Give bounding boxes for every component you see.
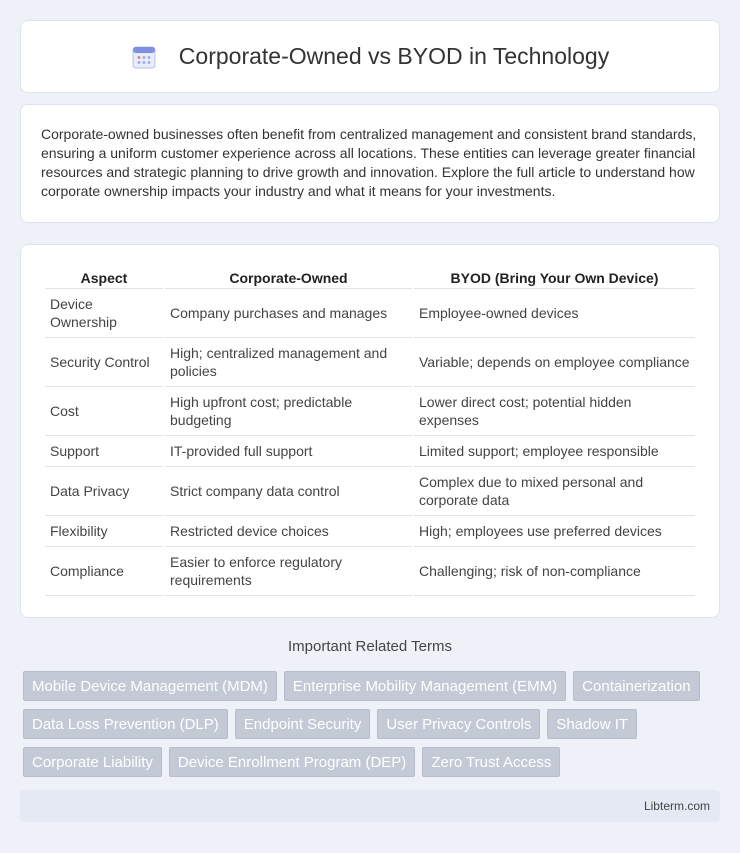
cell-corporate: IT-provided full support xyxy=(165,436,412,467)
cell-byod: Complex due to mixed personal and corporate data xyxy=(414,467,695,516)
footer xyxy=(20,790,720,822)
tag-emm[interactable]: Enterprise Mobility Management (EMM) xyxy=(284,671,566,701)
cell-aspect: Security Control xyxy=(45,338,163,387)
tag-endpoint-security[interactable]: Endpoint Security xyxy=(235,709,371,739)
table-row xyxy=(45,338,695,387)
cell-byod: Lower direct cost; potential hidden expenses xyxy=(414,387,695,436)
title-card xyxy=(20,20,720,93)
cell-corporate: Company purchases and manages xyxy=(165,289,412,338)
cell-aspect: Compliance xyxy=(45,547,163,596)
related-terms-title: Important Related Terms xyxy=(288,638,452,655)
table-row xyxy=(45,387,695,436)
tag-corporate-liability[interactable]: Corporate Liability xyxy=(23,747,162,777)
comparison-table xyxy=(43,265,697,596)
table-row xyxy=(45,436,695,467)
cell-byod: Variable; depends on employee compliance xyxy=(414,338,695,387)
cell-aspect: Device Ownership xyxy=(45,289,163,338)
cell-byod: Limited support; employee responsible xyxy=(414,436,695,467)
cell-corporate: Strict company data control xyxy=(165,467,412,516)
table-row xyxy=(45,289,695,338)
cell-byod: Challenging; risk of non-compliance xyxy=(414,547,695,596)
header-byod: BYOD (Bring Your Own Device) xyxy=(414,265,695,289)
cell-byod: High; employees use preferred devices xyxy=(414,516,695,547)
header-aspect: Aspect xyxy=(45,265,163,289)
cell-aspect: Data Privacy xyxy=(45,467,163,516)
cell-corporate: Easier to enforce regulatory requirements xyxy=(165,547,412,596)
cell-aspect: Flexibility xyxy=(45,516,163,547)
footer-site-link[interactable]: Libterm.com xyxy=(643,799,710,813)
calendar-icon xyxy=(131,44,157,70)
cell-corporate: High; centralized management and policies xyxy=(165,338,412,387)
tag-dlp[interactable]: Data Loss Prevention (DLP) xyxy=(23,709,228,739)
cell-aspect: Cost xyxy=(45,387,163,436)
cell-corporate: High upfront cost; predictable budgeting xyxy=(165,387,412,436)
table-row xyxy=(45,547,695,596)
tag-mdm[interactable]: Mobile Device Management (MDM) xyxy=(23,671,277,701)
table-row xyxy=(45,467,695,516)
tag-zero-trust-access[interactable]: Zero Trust Access xyxy=(422,747,560,777)
tag-dep[interactable]: Device Enrollment Program (DEP) xyxy=(169,747,415,777)
tag-containerization[interactable]: Containerization xyxy=(573,671,699,701)
tag-user-privacy-controls[interactable]: User Privacy Controls xyxy=(377,709,540,739)
intro-text: Corporate-owned businesses often benefit from centralized management and consistent brand standards, ensuring a uniform customer experience across all locations. These entities can leverage greater financial resources and strategic planning to drive growth and innovation. Explore the full article to understand how corporate ownership impacts your industry and what it means for your investments. xyxy=(41,126,697,199)
comparison-table-card xyxy=(20,244,720,618)
cell-aspect: Support xyxy=(45,436,163,467)
table-header-row xyxy=(45,265,695,289)
table-row xyxy=(45,516,695,547)
header-corporate-owned: Corporate-Owned xyxy=(165,265,412,289)
intro-card xyxy=(20,104,720,223)
page-title: Corporate-Owned vs BYOD in Technology xyxy=(178,43,610,69)
cell-byod: Employee-owned devices xyxy=(414,289,695,338)
cell-corporate: Restricted device choices xyxy=(165,516,412,547)
tag-shadow-it[interactable]: Shadow IT xyxy=(547,709,637,739)
related-terms-list xyxy=(23,671,723,777)
